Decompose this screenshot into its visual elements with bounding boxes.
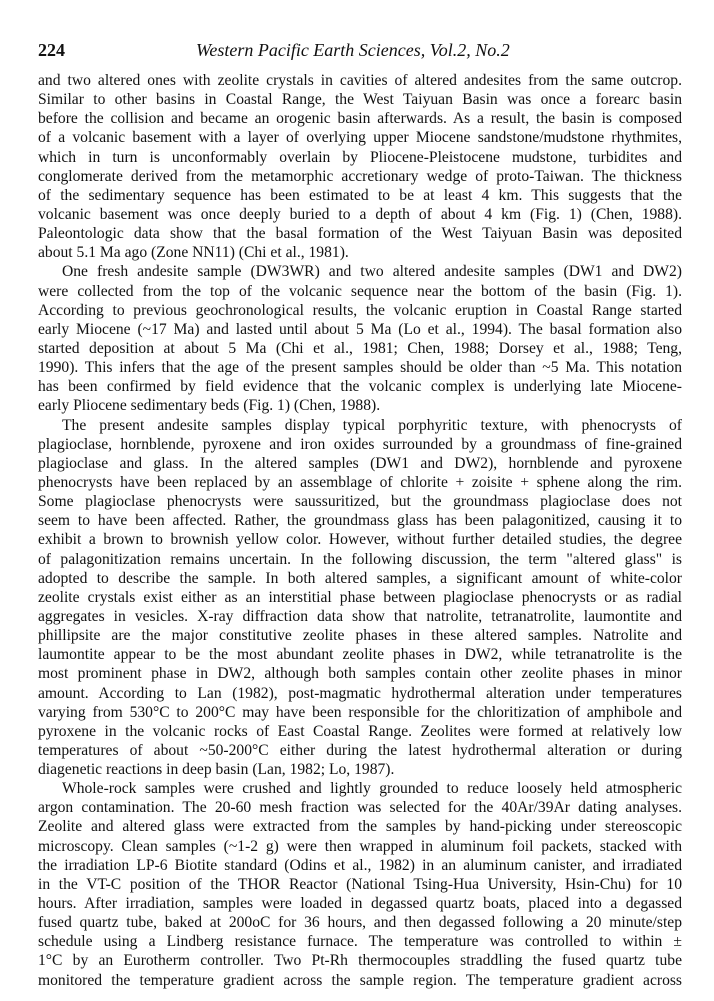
text-line: monitored the temperature gradient across the sample region. The temperature gradient across xyxy=(38,971,682,989)
text-line: plagioclase and glass. In the altered samples (DW1 and DW2), hornblende and pyroxene xyxy=(38,454,682,472)
text-line: started deposition at about 5 Ma (Chi et al., 1981; Chen, 1988; Dorsey et al., 1988; Teng, xyxy=(38,339,682,357)
text-line: phenocrysts have been replaced by an assemblage of chlorite + zoisite + sphene along the rim. xyxy=(38,473,682,491)
text-line: exhibit a brown to brownish yellow color. However, without further detailed studies, the degree xyxy=(38,531,682,549)
text-line: One fresh andesite sample (DW3WR) and two altered andesite samples (DW1 and DW2) xyxy=(62,263,682,281)
text-line: 1990). This infers that the age of the present samples should be older than ~5 Ma. This notation xyxy=(38,359,682,377)
text-line: argon contamination. The 20-60 mesh fraction was selected for the 40Ar/39Ar dating analyses. xyxy=(38,799,682,817)
text-line: zeolite crystals exist either as an interstitial phase between plagioclase phenocrysts or as radial xyxy=(38,588,682,606)
text-line: temperatures of about ~50-200°C either during the latest hydrothermal alteration or during xyxy=(38,741,682,759)
text-line: early Miocene (~17 Ma) and lasted until about 5 Ma (Lo et al., 1994). The basal formation also xyxy=(38,320,682,338)
text-line: The present andesite samples display typical porphyritic texture, with phenocrysts of xyxy=(62,416,682,434)
text-line: hours. After irradiation, samples were loaded in degassed quartz boats, placed into a degassed xyxy=(38,895,682,913)
text-line: of a volcanic basement with a layer of overlying upper Miocene sandstone/mudstone rhythmites, xyxy=(38,129,682,147)
running-title: Western Pacific Earth Sciences, Vol.2, No.2 xyxy=(196,40,510,60)
text-line: microscopy. Clean samples (~1-2 g) were then wrapped in aluminum foil packets, stacked with xyxy=(38,837,682,855)
text-line: conglomerate derived from the metamorphic accretionary wedge of proto-Taiwan. The thickness xyxy=(38,167,682,185)
text-line: most prominent phase in DW2, although both samples contain other zeolite phases in minor xyxy=(38,665,682,683)
text-line: before the collision and became an orogenic basin afterwards. As a result, the basin is composed xyxy=(38,110,682,128)
page-header xyxy=(38,40,682,64)
text-line: 1°C by an Eurotherm controller. Two Pt-Rh thermocouples straddling the fused quartz tube xyxy=(38,952,682,970)
text-line: varying from 530°C to 200°C may have been responsible for the chloritization of amphibole and xyxy=(38,703,682,721)
text-line: diagenetic reactions in deep basin (Lan, 1982; Lo, 1987). xyxy=(38,761,395,779)
text-line: in the VT-C position of the THOR Reactor (National Tsing-Hua University, Hsin-Chu) for 10 xyxy=(38,875,682,893)
text-line: Paleontologic data show that the basal formation of the West Taiyuan Basin was deposited xyxy=(38,225,682,243)
text-line: has been confirmed by field evidence that the volcanic complex is underlying late Miocene- xyxy=(38,378,682,396)
text-line: Whole-rock samples were crushed and lightly grounded to reduce loosely held atmospheric xyxy=(62,780,682,798)
text-line: amount. According to Lan (1982), post-magmatic hydrothermal alteration under temperatures xyxy=(38,684,682,702)
text-line: aggregates in vesicles. X-ray diffraction data show that natrolite, tetranatrolite, laumontite and xyxy=(38,607,682,625)
text-line: fused quartz tube, baked at 200oC for 36 hours, and then degassed following a 20 minute/step xyxy=(38,914,682,932)
text-line: Zeolite and altered glass were extracted from the samples by hand-picking under stereoscopic xyxy=(38,818,682,836)
text-line: According to previous geochronological results, the volcanic eruption in Coastal Range started xyxy=(38,301,682,319)
text-line: adopted to describe the sample. In both altered samples, a significant amount of white-color xyxy=(38,569,682,587)
text-line: seem to have been affected. Rather, the groundmass glass has been palagonitized, causing it to xyxy=(38,512,682,530)
text-line: were collected from the top of the volcanic sequence near the bottom of the basin (Fig. 1). xyxy=(38,282,682,300)
text-line: which in turn is unconformably overlain by Pliocene-Pleistocene mudstone, turbidites and xyxy=(38,148,682,166)
page-number: 224 xyxy=(38,40,65,60)
text-line: Similar to other basins in Coastal Range, the West Taiyuan Basin was once a forearc basin xyxy=(38,91,682,109)
text-line: phillipsite are the major constitutive zeolite phases in these altered samples. Natrolite and xyxy=(38,627,682,645)
text-line: the irradiation LP-6 Biotite standard (Odins et al., 1982) in an aluminum canister, and irradiated xyxy=(38,856,682,874)
text-line: of the sedimentary sequence has been estimated to be at least 4 km. This suggests that the xyxy=(38,186,682,204)
text-line: Some plagioclase phenocrysts were saussuritized, but the groundmass plagioclase does not xyxy=(38,493,682,511)
text-line: early Pliocene sedimentary beds (Fig. 1) (Chen, 1988). xyxy=(38,397,381,415)
text-line: about 5.1 Ma ago (Zone NN11) (Chi et al., 1981). xyxy=(38,244,349,262)
text-line: and two altered ones with zeolite crystals in cavities of altered andesites from the same outcrop. xyxy=(38,72,682,89)
text-line: schedule using a Lindberg resistance furnace. The temperature was controlled to within ± xyxy=(38,933,682,951)
text-line: of palagonitization remains uncertain. In the following discussion, the term "altered glass" is xyxy=(38,550,682,568)
text-line: volcanic basement was once deeply buried to a depth of about 4 km (Fig. 1) (Chen, 1988). xyxy=(38,205,682,223)
body-text xyxy=(38,71,682,990)
text-line: pyroxene in the volcanic rocks of East Coastal Range. Zeolites were formed at relatively low xyxy=(38,722,682,740)
text-line: plagioclase, hornblende, pyroxene and iron oxides surrounded by a groundmass of fine-grained xyxy=(38,435,682,453)
text-line: laumontite appear to be the most abundant zeolite phases in DW2, while tetranatrolite is the xyxy=(38,646,682,664)
